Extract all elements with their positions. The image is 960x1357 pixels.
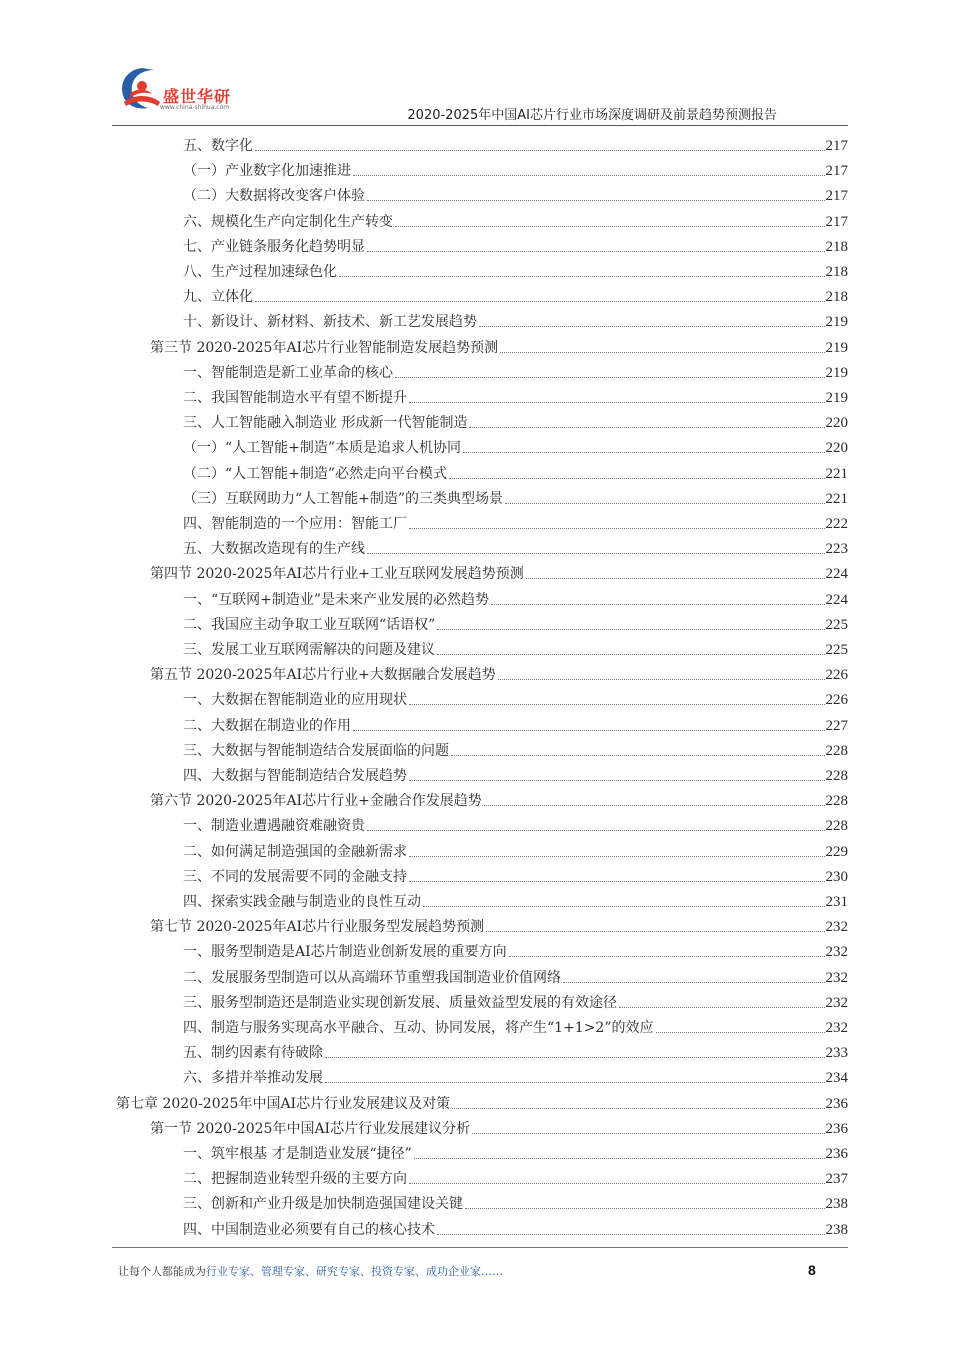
toc-leader-dots: [255, 150, 825, 151]
footer-highlight: 行业专家、管理专家、研究专家、投资专家、成功企业家……: [206, 1265, 503, 1278]
toc-entry[interactable]: [183, 231, 848, 256]
toc-entry[interactable]: [183, 1163, 848, 1188]
footer-divider: [112, 1247, 848, 1248]
toc-entry-title: 第七节 2020-2025年AI芯片行业服务型发展趋势预测: [150, 919, 485, 936]
toc-leader-dots: [409, 704, 825, 705]
toc-entry-page: 232: [825, 1020, 848, 1036]
toc-entry[interactable]: [150, 785, 848, 810]
toc-entry-title: 二、大数据在制造业的作用: [183, 717, 351, 734]
toc-entry-page: 229: [825, 843, 848, 860]
toc-leader-dots: [491, 604, 824, 605]
toc-leader-dots: [367, 200, 825, 201]
toc-entry-page: 236: [825, 1120, 848, 1137]
logo-text: 盛世华研: [163, 87, 232, 106]
toc-leader-dots: [472, 1133, 824, 1134]
toc-entry[interactable]: [183, 684, 848, 709]
toc-leader-dots: [437, 1234, 825, 1235]
toc-entry[interactable]: [183, 1138, 848, 1163]
toc-entry-title: 三、不同的发展需要不同的金融支持: [183, 868, 407, 885]
toc-entry[interactable]: [183, 483, 848, 508]
logo-url: www.china-shihua.com: [160, 104, 230, 111]
toc-entry[interactable]: [183, 1188, 848, 1213]
toc-entry-page: 218: [825, 289, 848, 306]
toc-entry-title: 十、新设计、新材料、新技术、新工艺发展趋势: [183, 314, 477, 331]
toc-leader-dots: [367, 553, 825, 554]
toc-entry-title: 四、制造与服务实现高水平融合、互动、协同发展，将产生“1+1>2”的效应: [183, 1020, 654, 1036]
toc-entry-title: 一、智能制造是新工业革命的核心: [183, 364, 393, 381]
toc-entry-title: 九、立体化: [183, 289, 253, 306]
toc-entry-title: 八、生产过程加速绿色化: [183, 264, 337, 280]
footer-slogan: [118, 1263, 503, 1279]
toc-entry[interactable]: [183, 206, 848, 231]
toc-entry-page: 218: [825, 264, 848, 280]
toc-leader-dots: [463, 452, 824, 453]
toc-entry[interactable]: [183, 710, 848, 735]
toc-entry-page: 222: [825, 516, 848, 532]
toc-leader-dots: [339, 276, 825, 277]
toc-entry-title: （二）大数据将改变客户体验: [183, 188, 365, 205]
toc-leader-dots: [451, 755, 825, 756]
toc-entry-title: 五、制约因素有待破除: [183, 1045, 323, 1062]
toc-leader-dots: [409, 881, 825, 882]
toc-leader-dots: [409, 1183, 825, 1184]
toc-entry-title: （三）互联网助力“人工智能+制造”的三类典型场景: [183, 490, 504, 507]
toc-entry-page: 224: [825, 566, 848, 583]
toc-entry-title: 第四节 2020-2025年AI芯片行业+工业互联网发展趋势预测: [150, 566, 524, 583]
toc-leader-dots: [619, 1007, 825, 1008]
toc-leader-dots: [395, 377, 825, 378]
toc-entry-page: 227: [825, 717, 848, 734]
toc-entry[interactable]: [183, 357, 848, 382]
toc-entry[interactable]: [183, 1037, 848, 1062]
toc-entry-page: 232: [825, 969, 848, 986]
toc-entry-page: 237: [825, 1171, 848, 1188]
toc-entry-page: 230: [825, 868, 848, 885]
toc-entry-page: 226: [825, 692, 848, 709]
toc-entry-page: 221: [825, 490, 848, 507]
toc-leader-dots: [395, 226, 825, 227]
toc-entry[interactable]: [150, 659, 848, 684]
toc-entry[interactable]: [183, 1012, 848, 1037]
toc-entry[interactable]: [183, 886, 848, 911]
toc-entry-page: 219: [825, 390, 848, 406]
toc-entry-page: 218: [825, 238, 848, 255]
page-header: [0, 0, 960, 130]
toc-entry[interactable]: [183, 256, 848, 281]
toc-entry-page: 238: [825, 1221, 848, 1238]
toc-entry-page: 236: [825, 1095, 848, 1112]
toc-leader-dots: [409, 528, 825, 529]
toc-entry[interactable]: [183, 735, 848, 760]
toc-entry-title: 五、数字化: [183, 138, 253, 154]
toc-leader-dots: [409, 856, 825, 857]
toc-leader-dots: [563, 982, 825, 983]
toc-leader-dots: [367, 830, 825, 831]
toc-entry[interactable]: [183, 584, 848, 609]
toc-entry[interactable]: [183, 760, 848, 785]
toc-entry[interactable]: [116, 1088, 848, 1113]
toc-entry-title: 一、大数据在智能制造业的应用现状: [183, 692, 407, 709]
toc-entry-title: 三、服务型制造还是制造业实现创新发展、质量效益型发展的有效途径: [183, 994, 617, 1011]
toc-entry[interactable]: [183, 962, 848, 987]
toc-entry-title: 三、创新和产业升级是加快制造强国建设关键: [183, 1196, 463, 1213]
toc-leader-dots: [486, 931, 824, 932]
toc-entry[interactable]: [183, 155, 848, 180]
toc-entry-page: 217: [825, 138, 848, 154]
toc-leader-dots: [505, 503, 824, 504]
toc-entry-page: 234: [825, 1070, 848, 1087]
toc-entry-page: 228: [825, 742, 848, 759]
toc-entry-title: 七、产业链条服务化趋势明显: [183, 238, 365, 255]
toc-entry-page: 219: [825, 339, 848, 356]
toc-entry-title: 三、人工智能融入制造业 形成新一代智能制造: [183, 415, 468, 432]
toc-leader-dots: [479, 326, 825, 327]
toc-entry-page: 231: [825, 894, 848, 910]
toc-entry-title: 三、大数据与智能制造结合发展面临的问题: [183, 742, 449, 759]
toc-entry[interactable]: [183, 130, 848, 155]
toc-entry-page: 220: [825, 415, 848, 432]
toc-entry-title: 第一节 2020-2025年中国AI芯片行业发展建议分析: [150, 1120, 471, 1137]
toc-entry-page: 232: [825, 994, 848, 1011]
toc-leader-dots: [656, 1032, 825, 1033]
toc-leader-dots: [367, 251, 825, 252]
toc-entry[interactable]: [183, 936, 848, 961]
toc-entry-title: 四、大数据与智能制造结合发展趋势: [183, 768, 407, 784]
toc-entry-title: 二、如何满足制造强国的金融新需求: [183, 843, 407, 860]
report-title: 2020-2025年中国AI芯片行业市场深度调研及前景趋势预测报告: [407, 108, 777, 123]
toc-leader-dots: [469, 427, 824, 428]
toc-entry-title: （一）产业数字化加速推进: [183, 163, 351, 180]
toc-entry-title: 二、把握制造业转型升级的主要方向: [183, 1171, 407, 1188]
toc-leader-dots: [437, 654, 825, 655]
toc-entry[interactable]: [183, 458, 848, 483]
toc-leader-dots: [465, 1208, 825, 1209]
toc-entry-title: 六、多措并举推动发展: [183, 1070, 323, 1087]
toc-entry-page: 236: [825, 1146, 848, 1162]
toc-entry[interactable]: [183, 634, 848, 659]
toc-leader-dots: [452, 1108, 824, 1109]
toc-entry[interactable]: [183, 609, 848, 634]
toc-entry-title: 一、“互联网+制造业”是未来产业发展的必然趋势: [183, 591, 490, 608]
toc-leader-dots: [423, 906, 825, 907]
toc-entry[interactable]: [183, 432, 848, 457]
toc-entry-title: 三、发展工业互联网需解决的问题及建议: [183, 642, 435, 658]
toc-entry-title: 第六节 2020-2025年AI芯片行业+金融合作发展趋势: [150, 793, 482, 810]
toc-entry[interactable]: [183, 987, 848, 1012]
toc-leader-dots: [353, 730, 825, 731]
toc-entry-page: 228: [825, 793, 848, 810]
toc-leader-dots: [255, 301, 825, 302]
toc-entry[interactable]: [183, 508, 848, 533]
toc-entry-title: 第七章 2020-2025年中国AI芯片行业发展建议及对策: [116, 1095, 451, 1112]
toc-entry[interactable]: [183, 861, 848, 886]
toc-entry-title: 二、发展服务型制造可以从高端环节重塑我国制造业价值网络: [183, 969, 561, 986]
toc-entry[interactable]: [183, 1214, 848, 1239]
toc-entry-page: 232: [825, 944, 848, 961]
toc-entry-page: 219: [825, 364, 848, 381]
toc-leader-dots: [484, 805, 825, 806]
toc-entry-title: 第五节 2020-2025年AI芯片行业+大数据融合发展趋势: [150, 667, 496, 684]
toc-entry[interactable]: [183, 533, 848, 558]
toc-entry-title: 五、大数据改造现有的生产线: [183, 541, 365, 558]
toc-leader-dots: [409, 402, 825, 403]
toc-leader-dots: [414, 1158, 825, 1159]
toc-leader-dots: [325, 1057, 825, 1058]
toc-leader-dots: [526, 578, 825, 579]
toc-entry-page: 221: [825, 465, 848, 482]
toc-entry-title: 一、筑牢根基 才是制造业发展“捷径”: [183, 1146, 412, 1162]
header-divider: [112, 125, 848, 126]
toc-entry-title: 二、我国应主动争取工业互联网“话语权”: [183, 616, 436, 633]
toc-entry[interactable]: [183, 1062, 848, 1087]
toc-entry-title: （二）“人工智能+制造”必然走向平台模式: [183, 465, 448, 482]
toc-entry-title: （一）“人工智能+制造”本质是追求人机协同: [183, 440, 462, 457]
toc-entry-title: 四、智能制造的一个应用：智能工厂: [183, 516, 407, 532]
toc-entry-page: 226: [825, 667, 848, 684]
toc-leader-dots: [325, 1082, 825, 1083]
toc-entry-page: 219: [825, 314, 848, 331]
toc-entry-title: 一、制造业遭遇融资难融资贵: [183, 818, 365, 835]
toc-entry-page: 217: [825, 163, 848, 180]
toc-entry[interactable]: [150, 332, 848, 357]
toc-entry-page: 224: [825, 591, 848, 608]
toc-entry-page: 225: [825, 642, 848, 658]
toc-entry-title: 第三节 2020-2025年AI芯片行业智能制造发展趋势预测: [150, 339, 499, 356]
toc-entry-title: 二、我国智能制造水平有望不断提升: [183, 390, 407, 406]
toc-entry-title: 四、中国制造业必须要有自己的核心技术: [183, 1221, 435, 1238]
toc-entry[interactable]: [150, 911, 848, 936]
toc-entry[interactable]: [183, 180, 848, 205]
toc-entry[interactable]: [183, 810, 848, 835]
toc-entry[interactable]: [183, 306, 848, 331]
toc-entry-page: 217: [825, 188, 848, 205]
toc-entry[interactable]: [150, 1113, 848, 1138]
toc-entry[interactable]: [183, 382, 848, 407]
toc-leader-dots: [498, 679, 825, 680]
toc-entry-page: 223: [825, 541, 848, 558]
toc-leader-dots: [409, 780, 825, 781]
toc-entry-title: 四、探索实践金融与制造业的良性互动: [183, 894, 421, 910]
toc-entry[interactable]: [150, 558, 848, 583]
toc-entry[interactable]: [183, 836, 848, 861]
toc-leader-dots: [500, 352, 824, 353]
toc-entry[interactable]: [183, 407, 848, 432]
toc-leader-dots: [437, 629, 824, 630]
footer-prefix: 让每个人都能成为: [118, 1265, 206, 1278]
toc-entry-page: 238: [825, 1196, 848, 1213]
page-number: 8: [808, 1262, 816, 1278]
toc-entry-page: 228: [825, 818, 848, 835]
toc-entry-title: 一、服务型制造是AI芯片制造业创新发展的重要方向: [183, 944, 507, 961]
toc-leader-dots: [449, 478, 824, 479]
toc-entry-page: 228: [825, 768, 848, 784]
toc-entry-page: 220: [825, 440, 848, 457]
toc-entry-title: 六、规模化生产向定制化生产转变: [183, 213, 393, 230]
toc-leader-dots: [353, 175, 825, 176]
toc-entry-page: 217: [825, 213, 848, 230]
toc-entry-page: 233: [825, 1045, 848, 1062]
toc-leader-dots: [509, 956, 825, 957]
toc-entry-page: 225: [825, 616, 848, 633]
toc-entry[interactable]: [183, 281, 848, 306]
toc-entry-page: 232: [825, 919, 848, 936]
